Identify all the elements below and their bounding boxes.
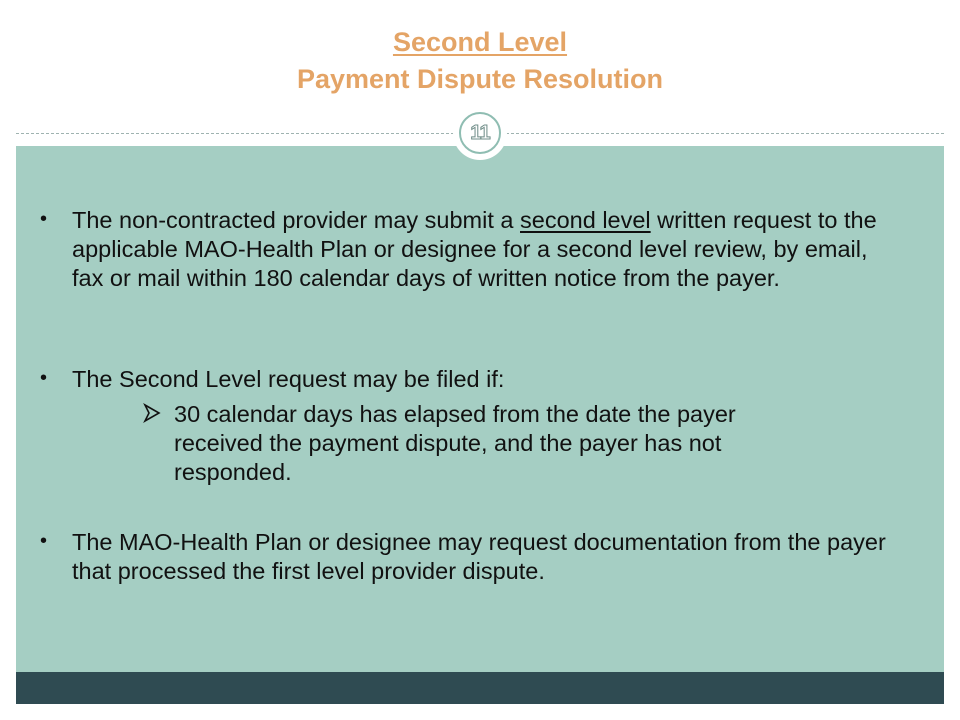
arrow-bullet-icon bbox=[142, 403, 162, 423]
sub-bullet-text: 30 calendar days has elapsed from the date the payer received the payment dispute, and the payer has not responded. bbox=[174, 401, 736, 485]
bullet-dot-icon: • bbox=[40, 208, 48, 230]
slide-number-badge bbox=[453, 106, 507, 160]
bullet-item bbox=[40, 206, 920, 293]
slide-number-ring bbox=[459, 112, 501, 154]
bullet-item bbox=[40, 528, 920, 586]
slide-title bbox=[0, 24, 960, 98]
bullet-dot-icon: • bbox=[40, 367, 48, 389]
bullet-text bbox=[72, 206, 887, 293]
bullet-text-underlined: second level bbox=[520, 207, 651, 233]
bullet-text-after: written request to the applicable MAO-Health Plan or designee for a second level review, by email, fax or mail within 180 calendar days of written notice from the payer. bbox=[72, 207, 877, 291]
bullet-text: The MAO-Health Plan or designee may request documentation from the payer that processed the first level provider dispute. bbox=[72, 529, 886, 584]
bullet-item bbox=[40, 365, 920, 394]
bullet-text-before: The non-contracted provider may submit a bbox=[72, 207, 521, 233]
footer-bar bbox=[16, 672, 944, 704]
slide-title-line-2: Payment Dispute Resolution bbox=[296, 64, 664, 94]
sub-bullet-item bbox=[142, 400, 842, 487]
bullet-text: The Second Level request may be filed if: bbox=[72, 366, 505, 392]
slide-number: 11 bbox=[470, 121, 490, 144]
slide-title-line-1: Second Level bbox=[392, 27, 568, 57]
bullet-dot-icon: • bbox=[40, 530, 48, 552]
